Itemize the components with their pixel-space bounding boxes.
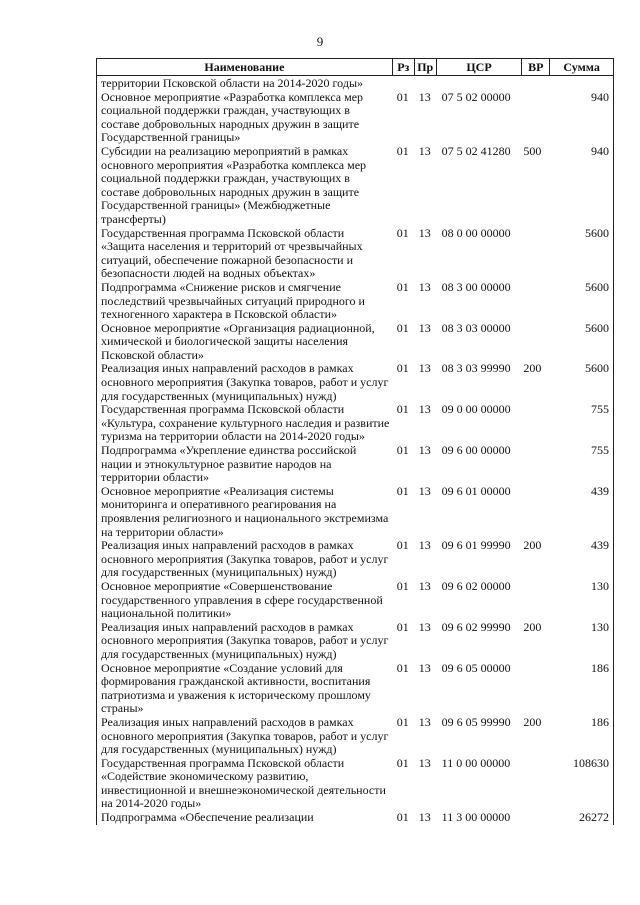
cell-vr: 200 bbox=[523, 538, 542, 553]
cell-rz: 01 bbox=[396, 578, 409, 593]
cell-name: Основное мероприятие «Реализация системы мониторинга и оперативного реагирования на проявления религиозного и национального экстремизма на территории области» bbox=[101, 483, 389, 539]
cell-name: Реализация иных направлений расходов в рамках основного мероприятия (Закупка товаров, работ и услуг для государственных (муниципальных) нужд) bbox=[101, 619, 389, 661]
cell-rz: 01 bbox=[396, 320, 409, 335]
header-sum: Сумма bbox=[549, 59, 613, 75]
table-row bbox=[96, 811, 614, 825]
table-row bbox=[96, 757, 614, 811]
table-row bbox=[96, 322, 614, 363]
cell-rz: 01 bbox=[396, 279, 409, 294]
table-row bbox=[96, 662, 614, 716]
cell-rz: 01 bbox=[396, 483, 409, 498]
cell-rz: 01 bbox=[396, 361, 409, 376]
table-row bbox=[96, 91, 614, 145]
header-pr: Пр bbox=[414, 59, 436, 75]
cell-rz: 01 bbox=[396, 755, 409, 770]
cell-sum: 130 bbox=[591, 619, 609, 634]
table-row bbox=[96, 362, 614, 403]
cell-sum: 26272 bbox=[579, 810, 609, 825]
cell-name: Подпрограмма «Снижение рисков и смягчение последствий чрезвычайных ситуаций природного и техногенного характера в Псковской области» bbox=[101, 279, 365, 322]
cell-name: Основное мероприятие «Совершенствование государственного управления в сфере государственной национальной политики» bbox=[101, 578, 383, 621]
cell-rz: 01 bbox=[396, 810, 409, 825]
cell-name: Основное мероприятие «Организация радиационной, химической и биологической защиты населения Псковской области» bbox=[101, 320, 375, 362]
cell-sum: 130 bbox=[591, 578, 609, 593]
cell-vr: 200 bbox=[523, 619, 542, 634]
cell-vr: 200 bbox=[523, 361, 542, 376]
cell-sum: 755 bbox=[591, 443, 609, 458]
table-row bbox=[96, 621, 614, 662]
cell-csr: 11 0 00 00000 bbox=[441, 755, 511, 770]
cell-sum: 940 bbox=[591, 143, 609, 158]
cell-csr: 09 6 00 00000 bbox=[441, 443, 511, 458]
cell-name: Государственная программа Псковской области «Культура, сохранение культурного наследия и развитие туризма на территории области на 2014-2020 годы» bbox=[101, 402, 390, 444]
cell-pr: 13 bbox=[418, 361, 431, 376]
header-csr: ЦСР bbox=[436, 59, 522, 75]
cell-pr: 13 bbox=[418, 660, 431, 675]
cell-vr: 500 bbox=[523, 143, 542, 158]
cell-sum: 439 bbox=[591, 538, 609, 553]
cell-csr: 09 6 05 00000 bbox=[441, 660, 511, 675]
cell-csr: 08 3 03 00000 bbox=[441, 320, 511, 335]
header-rz: Рз bbox=[392, 59, 414, 75]
cell-name: Реализация иных направлений расходов в рамках основного мероприятия (Закупка товаров, работ и услуг для государственных (муниципальных) нужд) bbox=[101, 714, 389, 757]
cell-sum: 108630 bbox=[573, 755, 609, 770]
cell-csr: 08 3 03 99990 bbox=[441, 361, 511, 376]
table-row bbox=[96, 145, 614, 227]
cell-csr: 08 0 00 00000 bbox=[441, 225, 511, 240]
cell-csr: 09 6 01 00000 bbox=[441, 483, 511, 498]
cell-sum: 5600 bbox=[585, 225, 609, 240]
cell-name: Субсидии на реализацию мероприятий в рамках основного мероприятия «Разработка комплекса мер социальной поддержки граждан, участвующих в составе добровольных народных дружин в защите Государственной границы» (Межбюджетные трансферты) bbox=[101, 143, 367, 226]
cell-csr: 07 5 02 41280 bbox=[441, 143, 511, 158]
cell-rz: 01 bbox=[396, 443, 409, 458]
cell-rz: 01 bbox=[396, 402, 409, 417]
table-body bbox=[96, 76, 614, 825]
cell-sum: 5600 bbox=[585, 361, 609, 376]
cell-sum: 755 bbox=[591, 402, 609, 417]
cell-name: Основное мероприятие «Создание условий для формирования гражданской активности, воспитания патриотизма и уважения к историческому прошлому страны» bbox=[101, 660, 371, 716]
cell-sum: 186 bbox=[591, 660, 609, 675]
cell-csr: 09 6 02 99990 bbox=[441, 619, 511, 634]
cell-name: Государственная программа Псковской области «Защита населения и территорий от чрезвычайных ситуаций, обеспечение пожарной безопасности и безопасности людей на водных объектах» bbox=[101, 225, 363, 281]
cell-vr: 200 bbox=[523, 714, 542, 729]
cell-pr: 13 bbox=[418, 538, 431, 553]
cell-pr: 13 bbox=[418, 810, 431, 825]
header-vr: ВР bbox=[521, 59, 549, 75]
cell-sum: 5600 bbox=[585, 279, 609, 294]
cell-name: Подпрограмма «Укрепление единства российской нации и этнокультурное развитие народов на территории области» bbox=[101, 443, 357, 485]
cell-pr: 13 bbox=[418, 402, 431, 417]
cell-name: Реализация иных направлений расходов в рамках основного мероприятия (Закупка товаров, работ и услуг для государственных (муниципальных) нужд) bbox=[101, 538, 389, 580]
cell-csr: 08 3 00 00000 bbox=[441, 279, 511, 294]
cell-pr: 13 bbox=[418, 279, 431, 294]
cell-pr: 13 bbox=[418, 320, 431, 335]
table-row bbox=[96, 403, 614, 444]
cell-pr: 13 bbox=[418, 755, 431, 770]
cell-rz: 01 bbox=[396, 143, 409, 158]
table-row bbox=[96, 539, 614, 580]
cell-csr: 09 6 02 00000 bbox=[441, 578, 511, 593]
cell-pr: 13 bbox=[418, 619, 431, 634]
cell-rz: 01 bbox=[396, 538, 409, 553]
cell-sum: 186 bbox=[591, 714, 609, 729]
table-row bbox=[96, 227, 614, 281]
table-row bbox=[96, 580, 614, 621]
cell-csr: 09 6 01 99990 bbox=[441, 538, 511, 553]
cell-rz: 01 bbox=[396, 619, 409, 634]
cell-pr: 13 bbox=[418, 483, 431, 498]
cell-rz: 01 bbox=[396, 225, 409, 240]
cell-csr: 07 5 02 00000 bbox=[441, 89, 511, 104]
header-name: Наименование bbox=[204, 60, 285, 74]
cell-csr: 09 0 00 00000 bbox=[441, 402, 511, 417]
cell-pr: 13 bbox=[418, 714, 431, 729]
cell-csr: 09 6 05 99990 bbox=[441, 714, 511, 729]
cell-sum: 5600 bbox=[585, 320, 609, 335]
cell-pr: 13 bbox=[418, 225, 431, 240]
cell-pr: 13 bbox=[418, 89, 431, 104]
cell-rz: 01 bbox=[396, 89, 409, 104]
cell-name: Государственная программа Псковской области «Содействие экономическому развитию, инвестиционной и внешнеэкономической деятельности на 2014-2020 годы» bbox=[101, 755, 386, 811]
table-row bbox=[96, 76, 614, 91]
table-row bbox=[96, 444, 614, 485]
table-row bbox=[96, 716, 614, 757]
cell-pr: 13 bbox=[418, 443, 431, 458]
page-number: 9 bbox=[316, 34, 324, 49]
cell-name: территории Псковской области на 2014-2020 годы» bbox=[101, 76, 364, 90]
cell-name: Основное мероприятие «Разработка комплекса мер социальной поддержки граждан, участвующих в составе добровольных народных дружин в защите Государственной границы» bbox=[101, 89, 364, 145]
cell-name: Подпрограмма «Обеспечение реализации bbox=[101, 810, 314, 825]
cell-sum: 940 bbox=[591, 89, 609, 104]
cell-sum: 439 bbox=[591, 483, 609, 498]
table-header bbox=[96, 58, 614, 76]
cell-pr: 13 bbox=[418, 578, 431, 593]
cell-csr: 11 3 00 00000 bbox=[441, 810, 511, 825]
table-row bbox=[96, 281, 614, 322]
cell-name: Реализация иных направлений расходов в рамках основного мероприятия (Закупка товаров, работ и услуг для государственных (муниципальных) нужд) bbox=[101, 361, 389, 403]
cell-rz: 01 bbox=[396, 714, 409, 729]
cell-pr: 13 bbox=[418, 143, 431, 158]
table-row bbox=[96, 485, 614, 539]
budget-table bbox=[96, 58, 614, 825]
cell-rz: 01 bbox=[396, 660, 409, 675]
